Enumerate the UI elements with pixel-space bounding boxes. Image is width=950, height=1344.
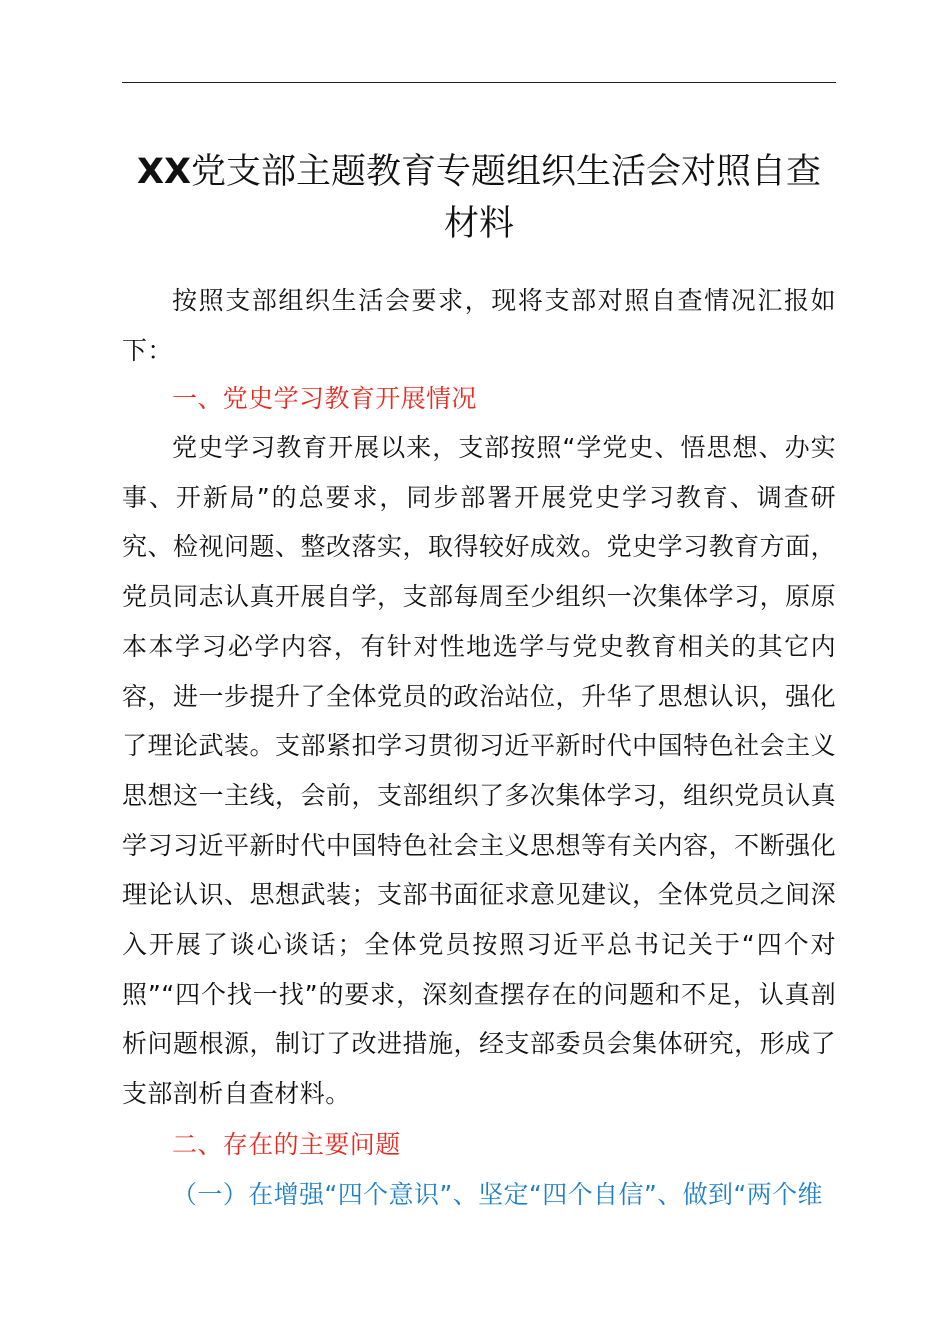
section-1-paragraph: 党史学习教育开展以来，支部按照“学党史、悟思想、办实事、开新局”的总要求，同步部署开展党史学习教育、调查研究、检视问题、整改落实，取得较好成效。党史学习教育方面，党员同志认真开展自学，支部每周至少组织一次集体学习，原原本本学习必学内容，有针对性地选学与党史教育相关的其它内容，进一步提升了全体党员的政治站位，升华了思想认识，强化了理论武装。支部紧扣学习贯彻习近平新时代中国特色社会主义思想这一主线，会前，支部组织了多次集体学习，组织党员认真学习习近平新时代中国特色社会主义思想等有关内容，不断强化理论认识、思想武装；支部书面征求意见建议，全体党员之间深入开展了谈心谈话；全体党员按照习近平总书记关于“四个对照”“四个找一找”的要求，深刻查摆存在的问题和不足，认真剖析问题根源，制订了改进措施，经支部委员会集体研究，形成了支部剖析自查材料。 xyxy=(122,433,836,1109)
header-rule xyxy=(122,82,836,83)
title-text: 党支部主题教育专题组织生活会对照自查材料 xyxy=(190,152,821,244)
section-heading-2: 二、存在的主要问题 xyxy=(172,1130,401,1159)
title-prefix: XX xyxy=(137,152,191,192)
intro-paragraph: 按照支部组织生活会要求，现将支部对照自查情况汇报如下： xyxy=(122,286,836,365)
page-title xyxy=(122,146,836,250)
section-heading-1: 一、党史学习教育开展情况 xyxy=(172,384,477,413)
subsection-heading-1: （一）在增强“四个意识”、坚定“四个自信”、做到“两个维 xyxy=(172,1180,823,1209)
